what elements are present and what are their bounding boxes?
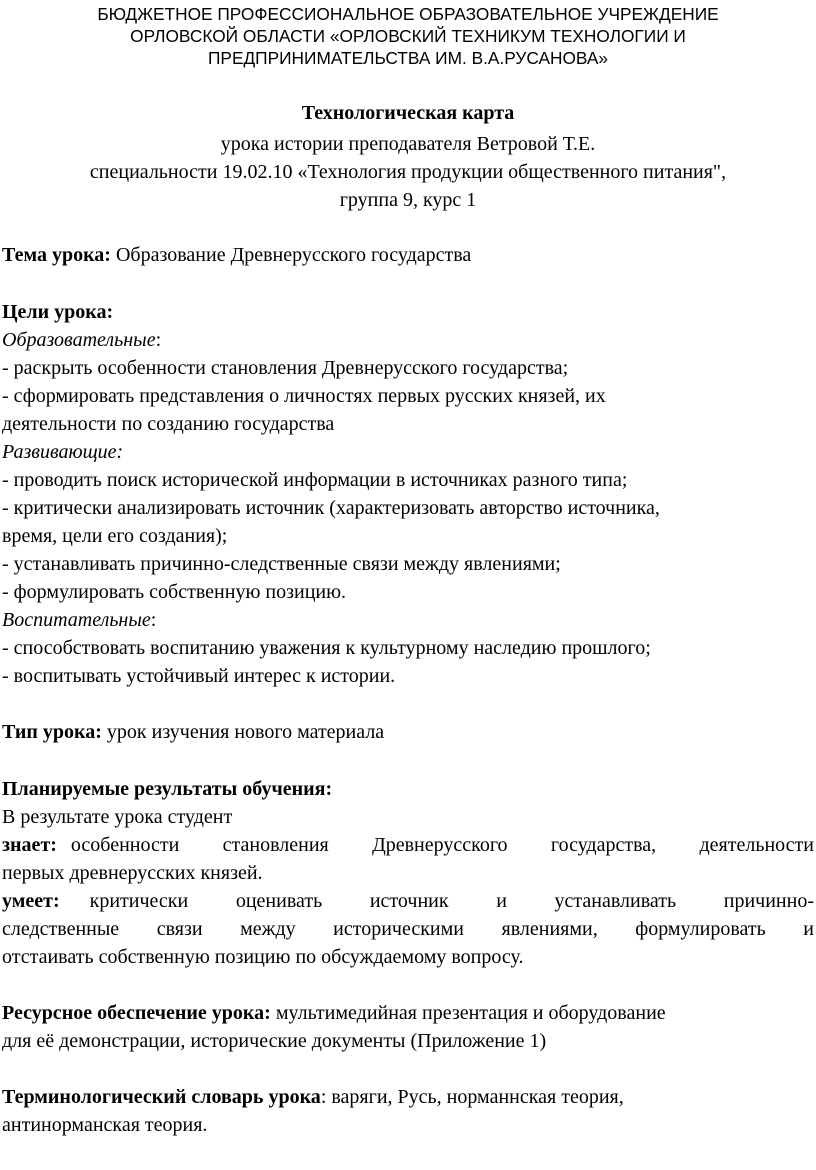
topic-value: Образование Древнерусского государства bbox=[110, 244, 472, 266]
glossary-label: Терминологический словарь урока bbox=[2, 1086, 321, 1108]
institution-header bbox=[10, 3, 806, 69]
resources-label: Ресурсное обеспечение урока: bbox=[2, 1002, 271, 1024]
institution-line-1: БЮДЖЕТНОЕ ПРОФЕССИОНАЛЬНОЕ ОБРАЗОВАТЕЛЬНОЕ УЧРЕЖДЕНИЕ bbox=[97, 4, 719, 24]
topic-label: Тема урока: bbox=[2, 244, 111, 266]
developing-item: - формулировать собственную позицию. bbox=[2, 581, 347, 603]
educational-item: - раскрыть особенности становления Древнерусского государства; bbox=[2, 357, 569, 379]
results-intro: В результате урока студент bbox=[2, 806, 233, 828]
developing-item: время, цели его создания); bbox=[2, 525, 228, 547]
resources-line bbox=[2, 1000, 666, 1027]
knows-label: знает: bbox=[2, 834, 57, 856]
document-title: Технологическая карта bbox=[301, 102, 515, 124]
can-text-cont: отстаивать собственную позицию по обсуждаемому вопросу. bbox=[2, 946, 524, 968]
specialty-line: специальности 19.02.10 «Технология продукции общественного питания", bbox=[89, 161, 727, 183]
upbringing-heading bbox=[2, 607, 156, 634]
results-knows-line bbox=[2, 832, 814, 859]
can-label: умеет: bbox=[2, 890, 60, 912]
can-text: критически оценивать источник и устанавливать причинно- bbox=[89, 890, 814, 912]
developing-heading: Развивающие: bbox=[2, 441, 124, 463]
glossary-line bbox=[2, 1084, 624, 1111]
results-heading: Планируемые результаты обучения: bbox=[2, 778, 333, 800]
educational-item: деятельности по созданию государства bbox=[2, 413, 335, 435]
goals-heading: Цели урока: bbox=[2, 301, 114, 323]
developing-item: - проводить поиск исторической информации в источниках разного типа; bbox=[2, 469, 628, 491]
document-subtitle: урока истории преподавателя Ветровой Т.Е. bbox=[220, 133, 596, 155]
group-line: группа 9, курс 1 bbox=[339, 189, 477, 211]
educational-colon: : bbox=[155, 329, 162, 351]
developing-item: - устанавливать причинно-следственные связи между явлениями; bbox=[2, 553, 561, 575]
educational-heading bbox=[2, 327, 161, 354]
lesson-type-line bbox=[2, 719, 384, 746]
results-can-line bbox=[2, 888, 814, 915]
resources-text: мультимедийная презентация и оборудование bbox=[270, 1002, 666, 1024]
can-text-cont: следственные связи между историческими явлениями, формулировать и bbox=[2, 918, 814, 940]
knows-text-cont: первых древнерусских князей. bbox=[2, 862, 263, 884]
knows-text: особенности становления Древнерусского государства, деятельности bbox=[70, 834, 814, 856]
glossary-text-cont: антинорманская теория. bbox=[2, 1114, 208, 1136]
glossary-text: : варяги, Русь, норманнская теория, bbox=[320, 1086, 624, 1108]
developing-item: - критически анализировать источник (характеризовать авторство источника, bbox=[2, 497, 660, 519]
upbringing-label: Воспитательные bbox=[2, 609, 151, 631]
institution-line-2: ОРЛОВСКОЙ ОБЛАСТИ «ОРЛОВСКИЙ ТЕХНИКУМ ТЕХНОЛОГИИ И bbox=[130, 26, 686, 46]
upbringing-item: - воспитывать устойчивый интерес к истории. bbox=[2, 665, 396, 687]
upbringing-colon: : bbox=[150, 609, 157, 631]
educational-label: Образовательные bbox=[2, 329, 156, 351]
institution-line-3: ПРЕДПРИНИМАТЕЛЬСТВА ИМ. В.А.РУСАНОВА» bbox=[208, 48, 608, 68]
educational-item: - сформировать представления о личностях первых русских князей, их bbox=[2, 385, 606, 407]
upbringing-item: - способствовать воспитанию уважения к культурному наследию прошлого; bbox=[2, 637, 651, 659]
resources-text-cont: для её демонстрации, исторические документы (Приложение 1) bbox=[2, 1030, 547, 1052]
lesson-type-label: Тип урока: bbox=[2, 721, 102, 743]
lesson-type-value: урок изучения нового материала bbox=[101, 721, 385, 743]
topic-line bbox=[2, 242, 471, 269]
